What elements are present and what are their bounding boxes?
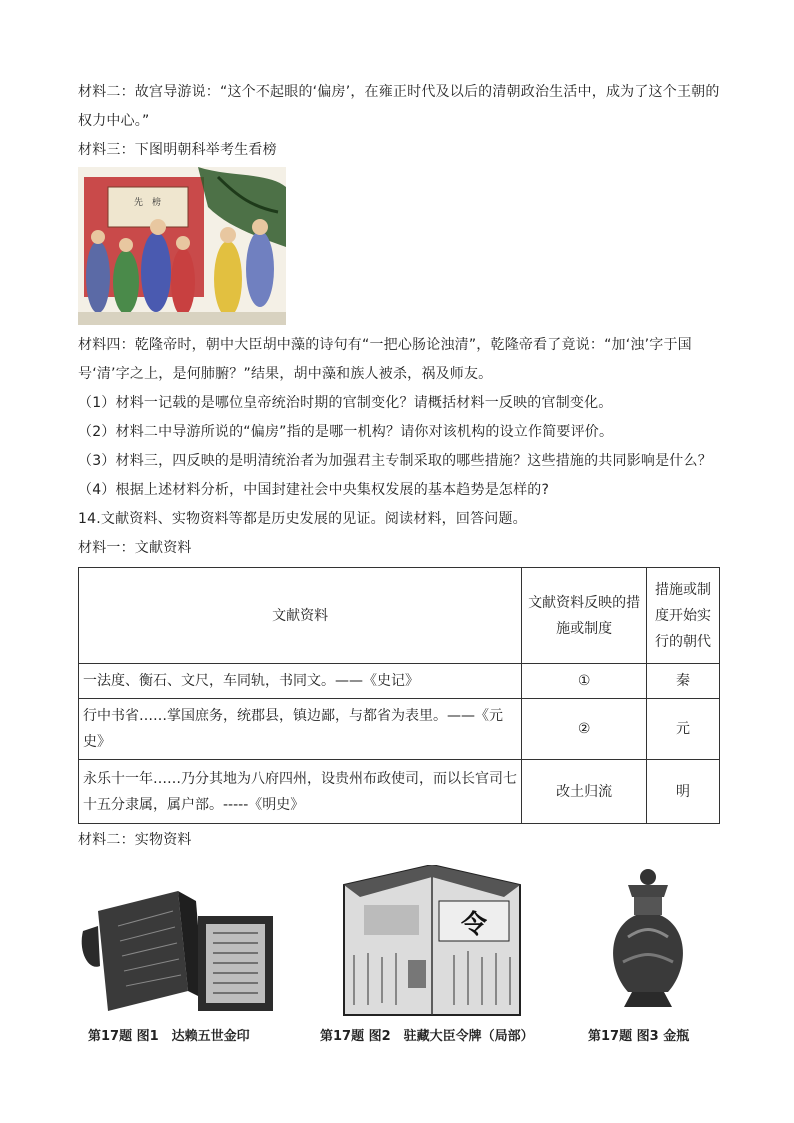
material-2: 材料二：故宫导游说：“这个不起眼的‘偏房’，在雍正时代及以后的清朝政治生活中，成为了这个王朝的权力中心。” bbox=[78, 84, 720, 129]
gold-seal-photo bbox=[78, 871, 278, 1021]
table-header-row bbox=[79, 568, 720, 664]
question-4: （4）根据上述材料分析，中国封建社会中央集权发展的基本趋势是怎样的? bbox=[78, 482, 550, 498]
banner-text: 先 榜 bbox=[134, 198, 162, 208]
exam-results-picture bbox=[78, 167, 286, 325]
table-row bbox=[79, 760, 720, 824]
cell-document: 一法度、衡石、文尺，车同轨，书同文。——《史记》 bbox=[79, 664, 522, 699]
question-2: （2）材料二中导游所说的“偏房”指的是哪一机构？请你对该机构的设立作简要评价。 bbox=[78, 424, 614, 440]
material-4: 材料四：乾隆帝时，朝中大臣胡中藻的诗句有“一把心肠论浊清”，乾隆帝看了竟说：“加‘浊’字于国号‘清’字之上，是何肺腑？”结果，胡中藻和族人被杀，祸及师友。 bbox=[78, 337, 692, 382]
caption-photo-2: 第17题 图2 驻藏大臣令牌（局部） bbox=[320, 1029, 534, 1044]
documents-table bbox=[78, 567, 720, 824]
artifact-photos bbox=[78, 865, 720, 1065]
cell-measure: 改土归流 bbox=[522, 760, 647, 824]
header-dynasty: 措施或制度开始实行的朝代 bbox=[647, 568, 720, 664]
cell-dynasty: 元 bbox=[647, 699, 720, 760]
caption-photo-1: 第17题 图1 达赖五世金印 bbox=[88, 1029, 250, 1044]
table-row bbox=[79, 699, 720, 760]
table-row bbox=[79, 664, 720, 699]
tablet-sign-text: 令 bbox=[461, 910, 488, 940]
cell-document: 行中书省……掌国庶务，统郡县，镇边鄙，与都省为表里。——《元史》 bbox=[79, 699, 522, 760]
table-title: 材料一：文献资料 bbox=[78, 540, 192, 556]
exam-results-illustration bbox=[78, 167, 286, 325]
question-14: 14.文献资料、实物资料等都是历史发展的见证。阅读材料，回答问题。 bbox=[78, 511, 527, 527]
header-measure: 文献资料反映的措施或制度 bbox=[522, 568, 647, 664]
material-2-artifacts: 材料二：实物资料 bbox=[78, 832, 192, 848]
cell-document: 永乐十一年……乃分其地为八府四州，设贵州布政使司，而以长官司七十五分隶属，属户部。-----《明史》 bbox=[79, 760, 522, 824]
page bbox=[78, 78, 720, 1065]
command-tablet-photo bbox=[334, 865, 530, 1023]
material-3: 材料三：下图明朝科举考生看榜 bbox=[78, 142, 277, 158]
cell-measure: ② bbox=[522, 699, 647, 760]
cell-measure: ① bbox=[522, 664, 647, 699]
header-documents: 文献资料 bbox=[79, 568, 522, 664]
question-1: （1）材料一记载的是哪位皇帝统治时期的官制变化？请概括材料一反映的官制变化。 bbox=[78, 395, 613, 411]
caption-photo-3: 第17题 图3 金瓶 bbox=[588, 1029, 690, 1044]
golden-urn-photo bbox=[598, 867, 698, 1017]
question-3: （3）材料三，四反映的是明清统治者为加强君主专制采取的哪些措施？这些措施的共同影响是什么？ bbox=[78, 453, 712, 469]
cell-dynasty: 明 bbox=[647, 760, 720, 824]
cell-dynasty: 秦 bbox=[647, 664, 720, 699]
